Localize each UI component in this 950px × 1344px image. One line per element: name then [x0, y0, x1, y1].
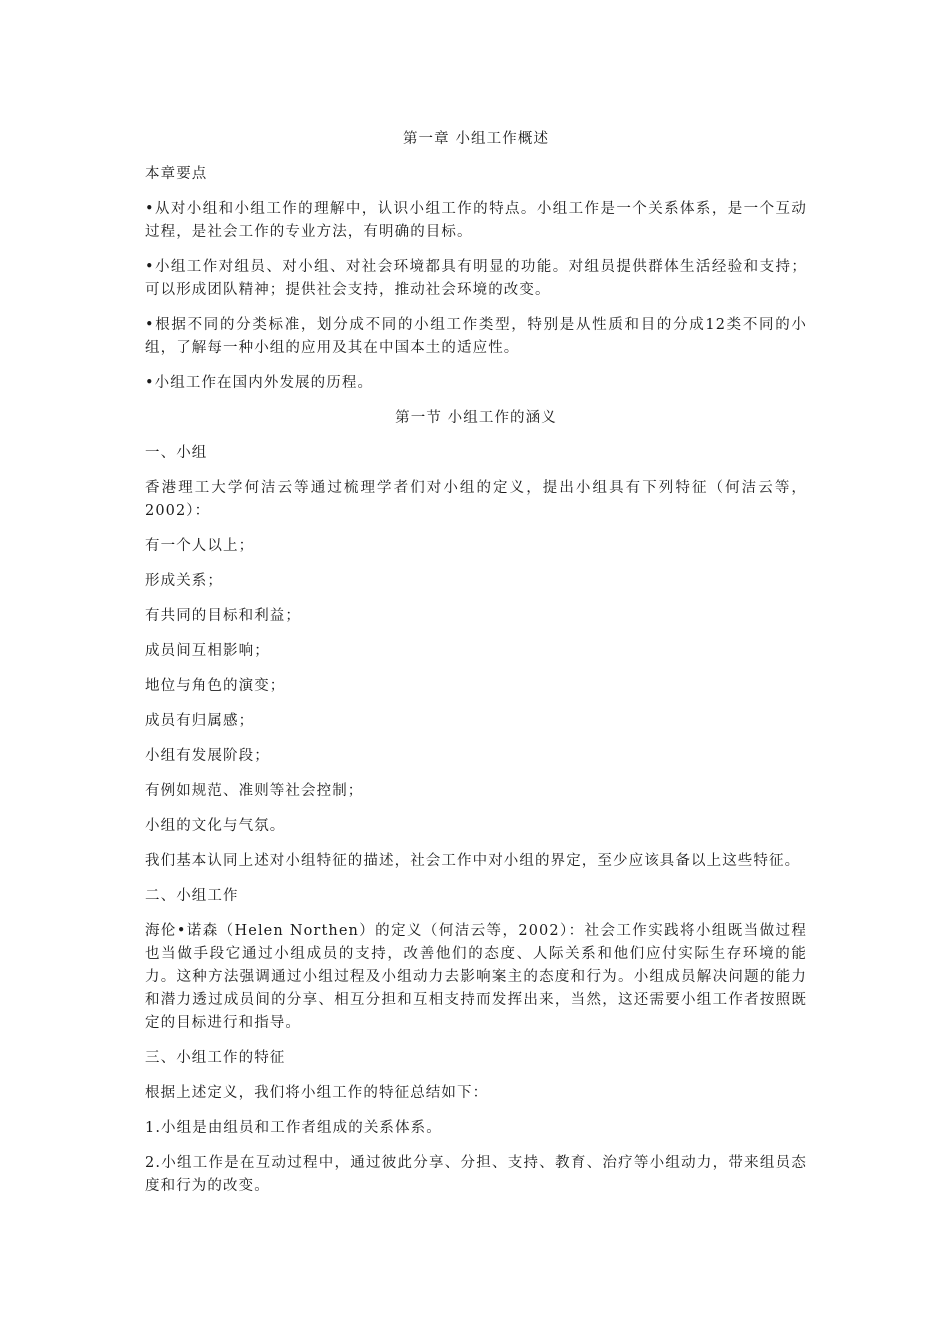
feature-item: 有共同的目标和利益； — [145, 608, 301, 624]
subsection-heading: 三、小组工作的特征 — [145, 1050, 286, 1066]
section-title: 第一节 小组工作的涵义 — [395, 410, 557, 426]
key-point: •从对小组和小组工作的理解中，认识小组工作的特点。小组工作是一个关系体系，是一个互动过程，是社会工作的专业方法，有明确的目标。 — [145, 201, 807, 240]
list-item: 2.小组工作是在互动过程中，通过彼此分享、分担、支持、教育、治疗等小组动力，带来组员态度和行为的改变。 — [145, 1155, 807, 1194]
feature-item: 有例如规范、准则等社会控制； — [145, 783, 364, 799]
paragraph: 我们基本认同上述对小组特征的描述，社会工作中对小组的界定，至少应该具备以上这些特征。 — [145, 853, 801, 869]
feature-item: 小组的文化与气氛。 — [145, 818, 286, 834]
feature-item: 形成关系； — [145, 573, 223, 589]
key-points-heading: 本章要点 — [145, 166, 208, 182]
feature-item: 成员间互相影响； — [145, 643, 270, 659]
subsection-heading: 二、小组工作 — [145, 888, 239, 904]
feature-item: 有一个人以上； — [145, 538, 255, 554]
paragraph: 香港理工大学何洁云等通过梳理学者们对小组的定义，提出小组具有下列特征（何洁云等，2002）： — [145, 480, 807, 519]
key-point: •小组工作在国内外发展的历程。 — [145, 375, 374, 391]
feature-item: 地位与角色的演变； — [145, 678, 286, 694]
key-point: •根据不同的分类标准，划分成不同的小组工作类型，特别是从性质和目的分成12类不同的小组，了解每一种小组的应用及其在中国本土的适应性。 — [145, 317, 807, 356]
feature-item: 小组有发展阶段； — [145, 748, 270, 764]
paragraph: 海伦•诺森（Helen Northen）的定义（何洁云等，2002）：社会工作实践将小组既当做过程也当做手段它通过小组成员的支持，改善他们的态度、人际关系和他们应付实际生存环境的能力。这种方法强调通过小组过程及小组动力去影响案主的态度和行为。小组成员解决问题的能力和潜力透过成员间的分享、相互分担和互相支持而发挥出来，当然，这还需要小组工作者按照既定的目标进行和指导。 — [145, 923, 807, 1031]
feature-item: 成员有归属感； — [145, 713, 255, 729]
key-point: •小组工作对组员、对小组、对社会环境都具有明显的功能。对组员提供群体生活经验和支持；可以形成团队精神；提供社会支持，推动社会环境的改变。 — [145, 259, 807, 298]
document-page — [145, 128, 807, 1198]
chapter-title: 第一章 小组工作概述 — [402, 131, 550, 147]
subsection-heading: 一、小组 — [145, 445, 208, 461]
list-item: 1.小组是由组员和工作者组成的关系体系。 — [145, 1120, 442, 1136]
paragraph: 根据上述定义，我们将小组工作的特征总结如下： — [145, 1085, 489, 1101]
